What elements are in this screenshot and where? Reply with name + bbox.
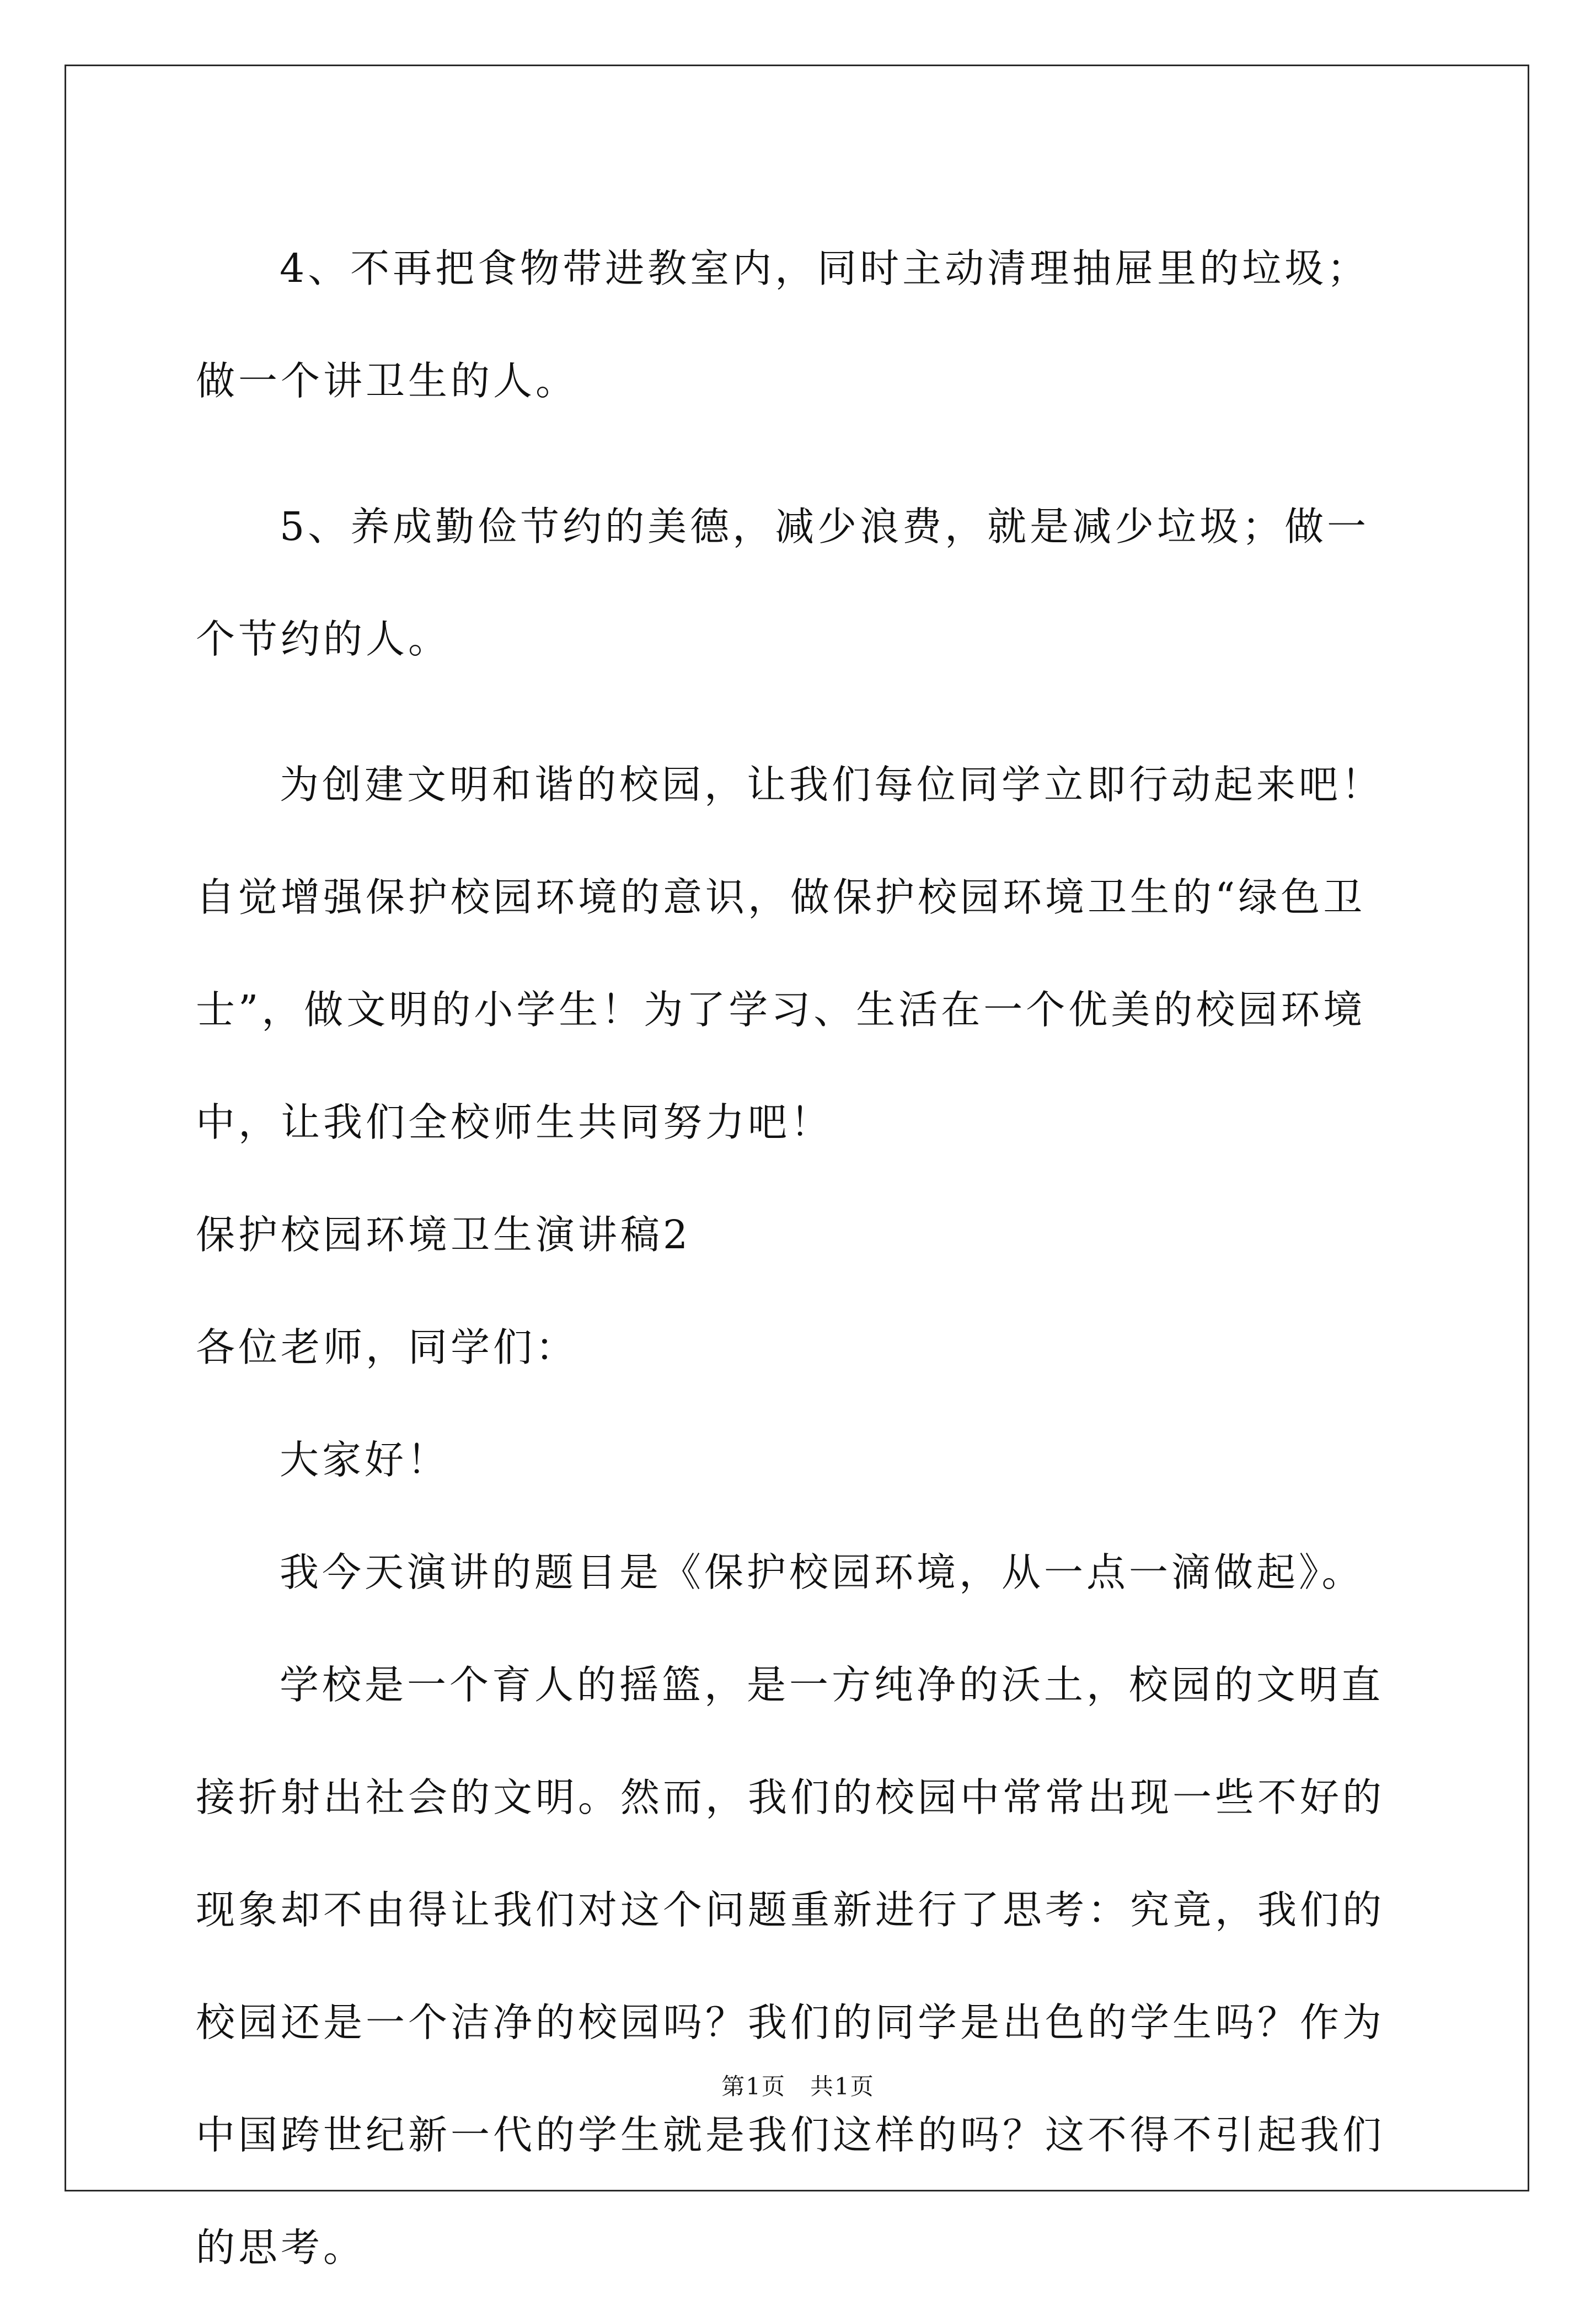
paragraph-call-to-action: 为创建文明和谐的校园，让我们每位同学立即行动起来吧！自觉增强保护校园环境的意识，做保护校园环境卫生的“绿色卫士”，做文明的小学生！为了学习、生活在一个优美的校园环境中，让我们全校师生共同努力吧！ [196, 762, 1384, 1145]
speech-body: 学校是一个育人的摇篮，是一方纯净的沃土，校园的文明直接折射出社会的文明。然而，我们的校园中常常出现一些不好的现象却不由得让我们对这个问题重新进行了思考：究竟，我们的校园还是一个洁净的校园吗？我们的同学是出色的学生吗？作为中国跨世纪新一代的学生就是我们这样的吗？这不得不引起我们的思考。 [196, 1662, 1385, 2270]
section-title: 保护校园环境卫生演讲稿2 [196, 1212, 692, 1258]
speech-topic: 我今天演讲的题目是《保护校园环境，从一点一滴做起》。 [280, 1549, 1364, 1595]
salutation: 各位老师，同学们： [196, 1324, 579, 1370]
paragraph-item-4: 4、不再把食物带进教室内，同时主动清理抽屉里的垃圾；做一个讲卫生的人。 [196, 245, 1370, 404]
paragraph-item-5: 5、养成勤俭节约的美德，减少浪费，就是减少垃圾；做一个节约的人。 [196, 504, 1370, 662]
page-number-footer: 第1页 共1页 [721, 2073, 875, 2100]
document-body [196, 212, 1409, 2304]
greeting: 大家好！ [280, 1437, 450, 1483]
